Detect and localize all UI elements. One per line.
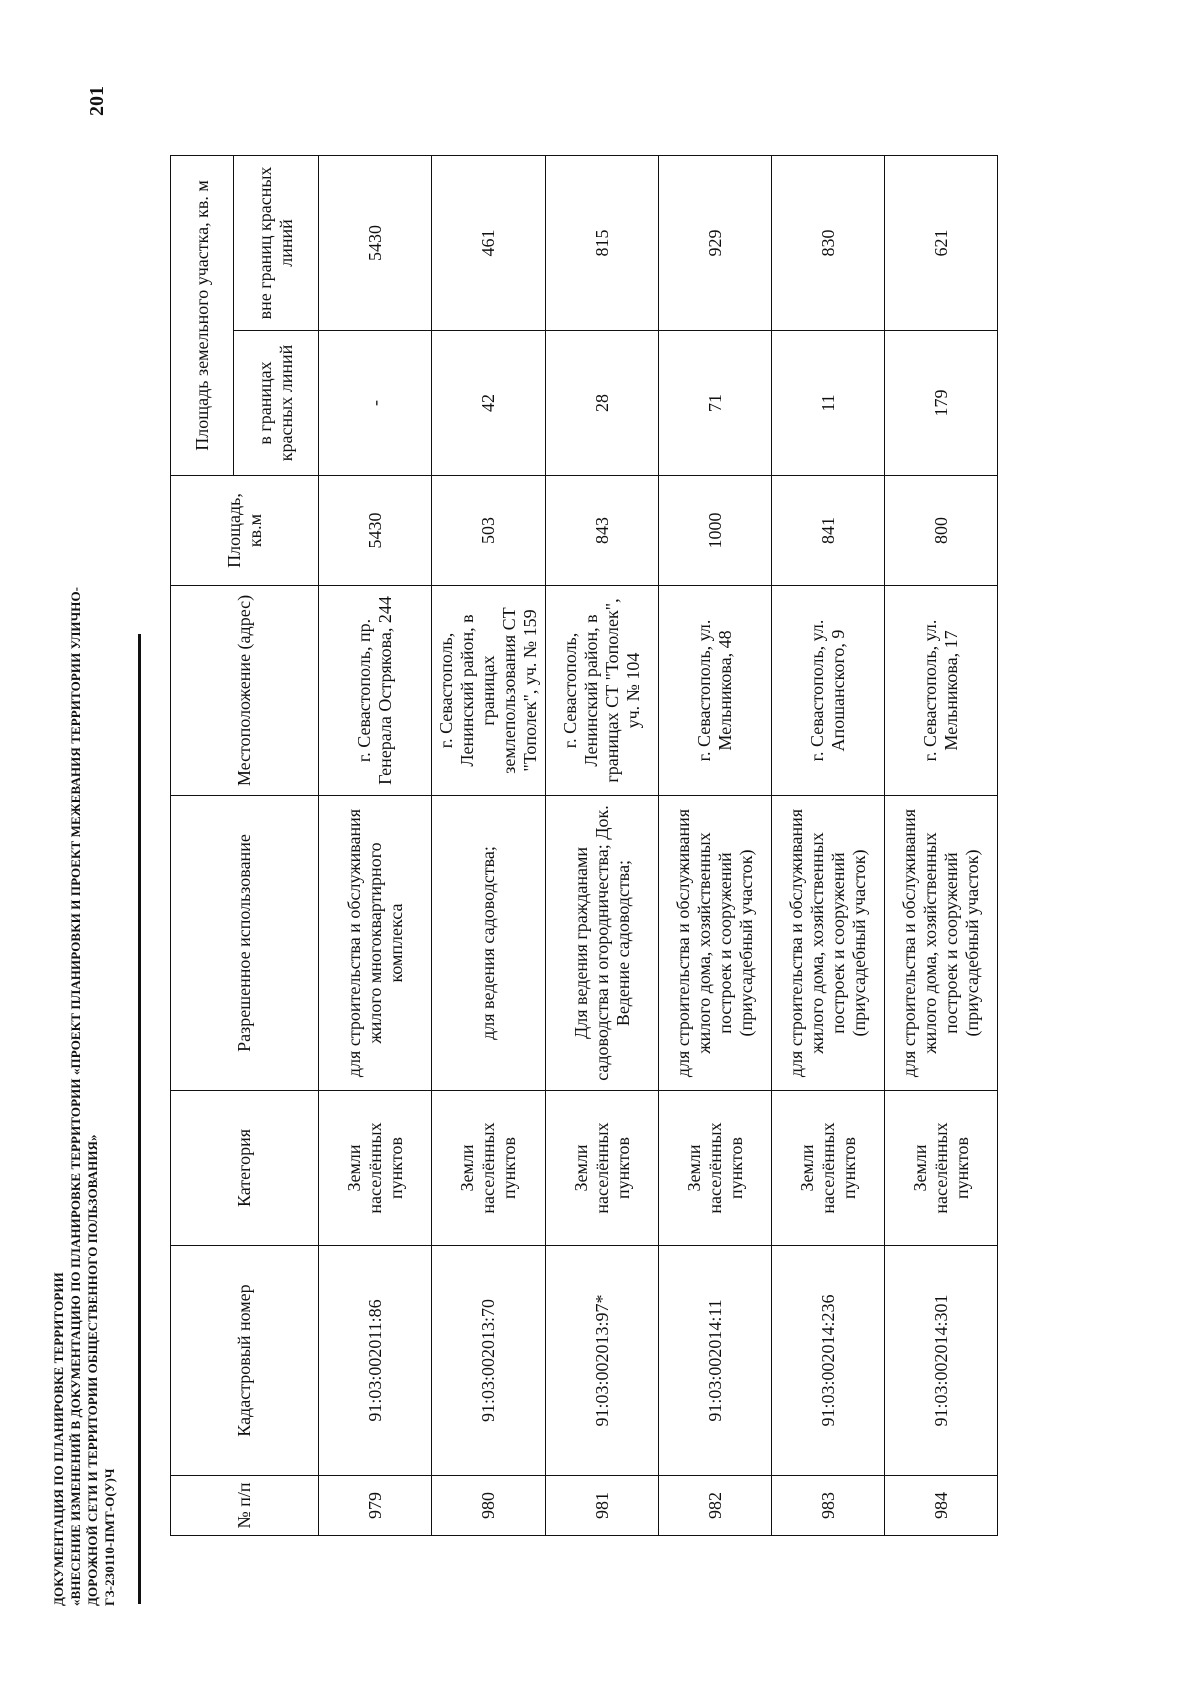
- cell-use: Для ведения гражданами садоводства и огородничества; Док. Ведение садоводства;: [546, 796, 659, 1091]
- cell-area: 843: [546, 476, 659, 586]
- cell-location: г. Севастополь, Ленинский район, в границах СТ "Тополек", уч. № 104: [546, 586, 659, 796]
- cell-outside: 830: [772, 156, 885, 331]
- cell-num: 982: [659, 1476, 772, 1536]
- cell-within: 71: [659, 331, 772, 476]
- col-header-num: № п/п: [171, 1476, 319, 1536]
- cell-area: 503: [432, 476, 546, 586]
- cell-cadastral: 91:03:002014:236: [772, 1246, 885, 1476]
- col-header-location: Местоположение (адрес): [171, 586, 319, 796]
- table-row: [659, 156, 772, 1536]
- cell-area: 1000: [659, 476, 772, 586]
- table-row: [546, 156, 659, 1536]
- table-row: [319, 156, 432, 1536]
- cell-category: Земли населённых пунктов: [319, 1091, 432, 1246]
- cell-location: г. Севастополь, пр. Генерала Острякова, 244: [319, 586, 432, 796]
- col-header-plot-area: Площадь земельного участка, кв. м: [171, 156, 234, 476]
- page-number: 201: [86, 86, 108, 116]
- land-plots-table: [170, 155, 998, 1536]
- table-row: [772, 156, 885, 1536]
- cell-cadastral: 91:03:002013:70: [432, 1246, 546, 1476]
- cell-location: г. Севастополь, Ленинский район, в границах землепользования СТ "Тополек", уч. № 159: [432, 586, 546, 796]
- cell-use: для строительства и обслуживания жилого дома, хозяйственных построек и сооружений (приусадебный участок): [772, 796, 885, 1091]
- cell-within: 42: [432, 331, 546, 476]
- cell-cadastral: 91:03:002013:97*: [546, 1246, 659, 1476]
- cell-cadastral: 91:03:002014:11: [659, 1246, 772, 1476]
- col-header-use: Разрешенное использование: [171, 796, 319, 1091]
- cell-num: 980: [432, 1476, 546, 1536]
- cell-category: Земли населённых пунктов: [659, 1091, 772, 1246]
- cell-num: 981: [546, 1476, 659, 1536]
- cell-location: г. Севастополь, ул. Мельникова, 17: [885, 586, 998, 796]
- cell-area: 800: [885, 476, 998, 586]
- header-line-4: ГЗ-230110-ПМТ-О(У)Ч: [102, 1468, 117, 1606]
- cell-use: для строительства и обслуживания жилого дома, хозяйственных построек и сооружений (приусадебный участок): [885, 796, 998, 1091]
- table-row: [885, 156, 998, 1536]
- cell-num: 984: [885, 1476, 998, 1536]
- cell-category: Земли населённых пунктов: [546, 1091, 659, 1246]
- cell-num: 979: [319, 1476, 432, 1536]
- cell-category: Земли населённых пунктов: [885, 1091, 998, 1246]
- cell-area: 5430: [319, 476, 432, 586]
- cell-location: г. Севастополь, ул. Апошанского, 9: [772, 586, 885, 796]
- cell-within: -: [319, 331, 432, 476]
- header-line-2: «ВНЕСЕНИЕ ИЗМЕНЕНИЙ В ДОКУМЕНТАЦИЮ ПО ПЛАНИРОВКЕ ТЕРРИТОРИИ «ПРОЕКТ ПЛАНИРОВКИ И ПРОЕКТ МЕЖЕВАНИЯ ТЕРРИТОРИИ УЛИЧНО-: [68, 586, 83, 1606]
- cell-outside: 5430: [319, 156, 432, 331]
- col-header-area: Площадь, кв.м: [171, 476, 319, 586]
- cell-location: г. Севастополь, ул. Мельникова, 48: [659, 586, 772, 796]
- cell-category: Земли населённых пунктов: [432, 1091, 546, 1246]
- cell-area: 841: [772, 476, 885, 586]
- cell-use: для ведения садоводства;: [432, 796, 546, 1091]
- cell-cadastral: 91:03:002011:86: [319, 1246, 432, 1476]
- cell-within: 11: [772, 331, 885, 476]
- header-line-1: ДОКУМЕНТАЦИЯ ПО ПЛАНИРОВКЕ ТЕРРИТОРИИ: [51, 1272, 66, 1606]
- cell-within: 28: [546, 331, 659, 476]
- col-header-cadastral: Кадастровый номер: [171, 1246, 319, 1476]
- table-row: [432, 156, 546, 1536]
- cell-outside: 815: [546, 156, 659, 331]
- col-header-within: в границах красных линий: [234, 331, 319, 476]
- cell-use: для строительства и обслуживания жилого дома, хозяйственных построек и сооружений (приусадебный участок): [659, 796, 772, 1091]
- cell-category: Земли населённых пунктов: [772, 1091, 885, 1246]
- cell-within: 179: [885, 331, 998, 476]
- cell-outside: 621: [885, 156, 998, 331]
- col-header-category: Категория: [171, 1091, 319, 1246]
- header-rule: [138, 634, 141, 1604]
- cell-use: для строительства и обслуживания жилого многоквартирного комплекса: [319, 796, 432, 1091]
- cell-outside: 461: [432, 156, 546, 331]
- cell-cadastral: 91:03:002014:301: [885, 1246, 998, 1476]
- cell-outside: 929: [659, 156, 772, 331]
- header-line-3: ДОРОЖНОЙ СЕТИ И ТЕРРИТОРИИ ОБЩЕСТВЕННОГО ПОЛЬЗОВАНИЯ»: [85, 1134, 100, 1606]
- col-header-outside: вне границ красных линий: [234, 156, 319, 331]
- cell-num: 983: [772, 1476, 885, 1536]
- document-header: [50, 366, 118, 1606]
